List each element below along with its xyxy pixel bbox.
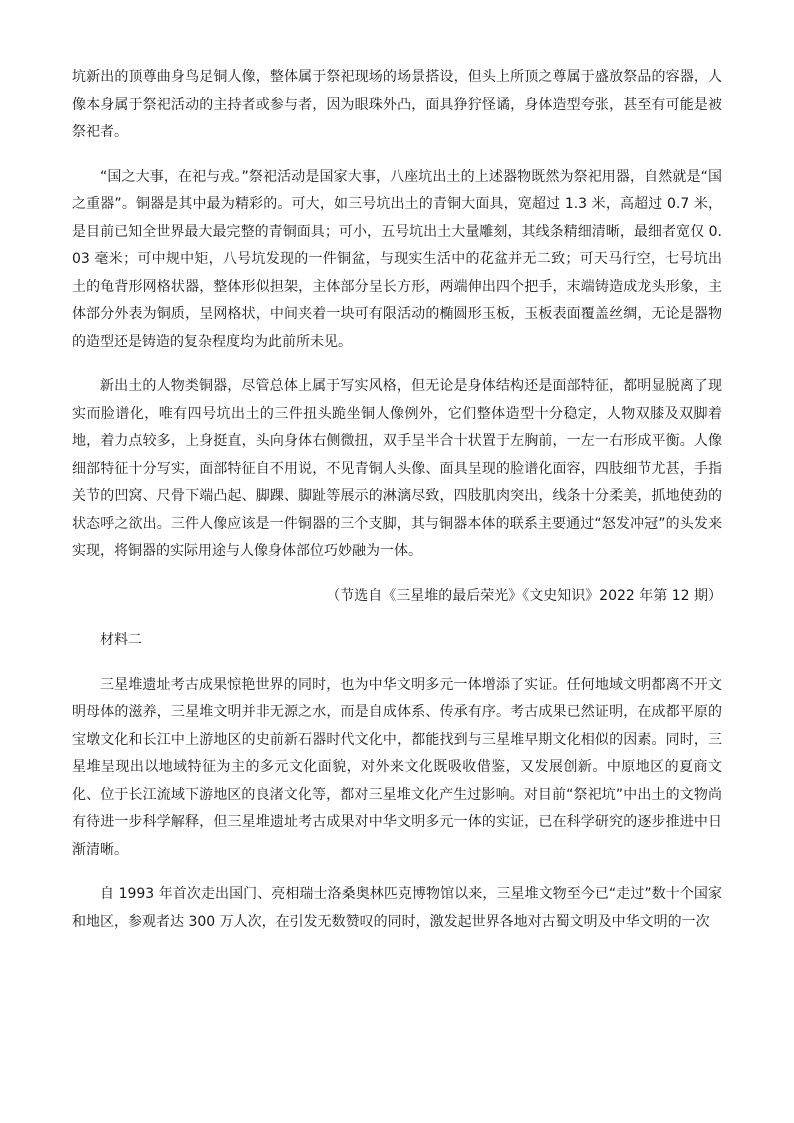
source-note: （节选自《三星堆的最后荣光》《文史知识》2022 年第 12 期） [326, 587, 722, 604]
paragraph-gap [72, 864, 722, 881]
paragraph-gap [72, 356, 722, 373]
paragraph-2: “国之大事，在祀与戎。”祭祀活动是国家大事，八座坑出土的上述器物既然为祭祀用器，自然就是“国之重器”。铜器是其中最为精彩的。可大，如三号坑出土的青铜大面具，宽超过 1.3 米，高超过 0.7 米，是目前已知全世界最大最完整的青铜面具；可小，五号坑出土大量雕刻，其线条精细清晰，最细者宽仅 0.03 毫米；可中规中矩，八号坑发现的一件铜盆，与现实生活中的花盆并无二致；可天马行空，七号坑出土的龟背形网格状器，整体形似担架，主体部分呈长方形，两端伸出四个把手，末端铸造成龙头形象，主体部分外表为铜质，呈网格状，中间夹着一块可有限活动的椭圆形玉板，玉板表面覆盖丝绸，无论是器物的造型还是铸造的复杂程度均为此前所未见。 [72, 168, 722, 350]
paragraph-4: 三星堆遗址考古成果惊艳世界的同时，也为中华文明多元一体增添了实证。任何地域文明都离不开文明母体的滋养，三星堆文明并非无源之水，而是自成体系、传承有序。考古成果已然证明，在成都平原的宝墩文化和长江中上游地区的史前新石器时代文化中，都能找到与三星堆早期文化相似的因素。同时，三星堆呈现出以地域特征为主的多元文化面貌，对外来文化既吸收借鉴，又发展创新。中原地区的夏商文化、位于长江流域下游地区的良渚文化等，都对三星堆文化产生过影响。对目前“祭祀坑”中出土的文物尚有待进一步科学解释，但三星堆遗址考古成果对中华文明多元一体的实证，已在科学研究的逐步推进中日渐清晰。 [72, 676, 722, 858]
paragraph-5: 自 1993 年首次走出国门、亮相瑞士洛桑奥林匹克博物馆以来，三星堆文物至今已“走过”数十个国家和地区，参观者达 300 万人次，在引发无数赞叹的同时，激发起世界各地对古蜀文明及中华文明的一次 [72, 886, 722, 930]
paragraph-gap [72, 147, 722, 164]
paragraph-gap [72, 655, 722, 672]
paragraph-1: 坑新出的顶尊曲身鸟足铜人像，整体属于祭祀现场的场景搭设，但头上所顶之尊属于盛放祭品的容器，人像本身属于祭祀活动的主持者或参与者，因为眼珠外凸，面具狰狞怪谲，身体造型夸张，甚至有可能是被祭祀者。 [72, 69, 722, 140]
paragraph-3: 新出土的人物类铜器，尽管总体上属于写实风格，但无论是身体结构还是面部特征，都明显脱离了现实而脸谱化，唯有四号坑出土的三件扭头跪坐铜人像例外，它们整体造型十分稳定，人物双膝及双脚着地，着力点较多，上身挺直，头向身体右侧微扭，双手呈半合十状置于左胸前，一左一右形成平衡。人像细部特征十分写实，面部特征自不用说，不见青铜人头像、面具呈现的脸谱化面容，四肢细节尤甚，手指关节的凹窝、尺骨下端凸起、脚踝、脚趾等展示的淋漓尽致，四肢肌肉突出，线条十分柔美，抓地使劲的状态呼之欲出。三件人像应该是一件铜器的三个支脚，其与铜器本体的联系主要通过“怒发冲冠”的头发来实现，将铜器的实际用途与人像身体部位巧妙融为一体。 [72, 378, 722, 559]
paragraph-gap [72, 610, 722, 627]
section-heading: 材料二 [100, 632, 142, 648]
document-page [72, 64, 722, 936]
paragraph-gap [72, 566, 722, 583]
